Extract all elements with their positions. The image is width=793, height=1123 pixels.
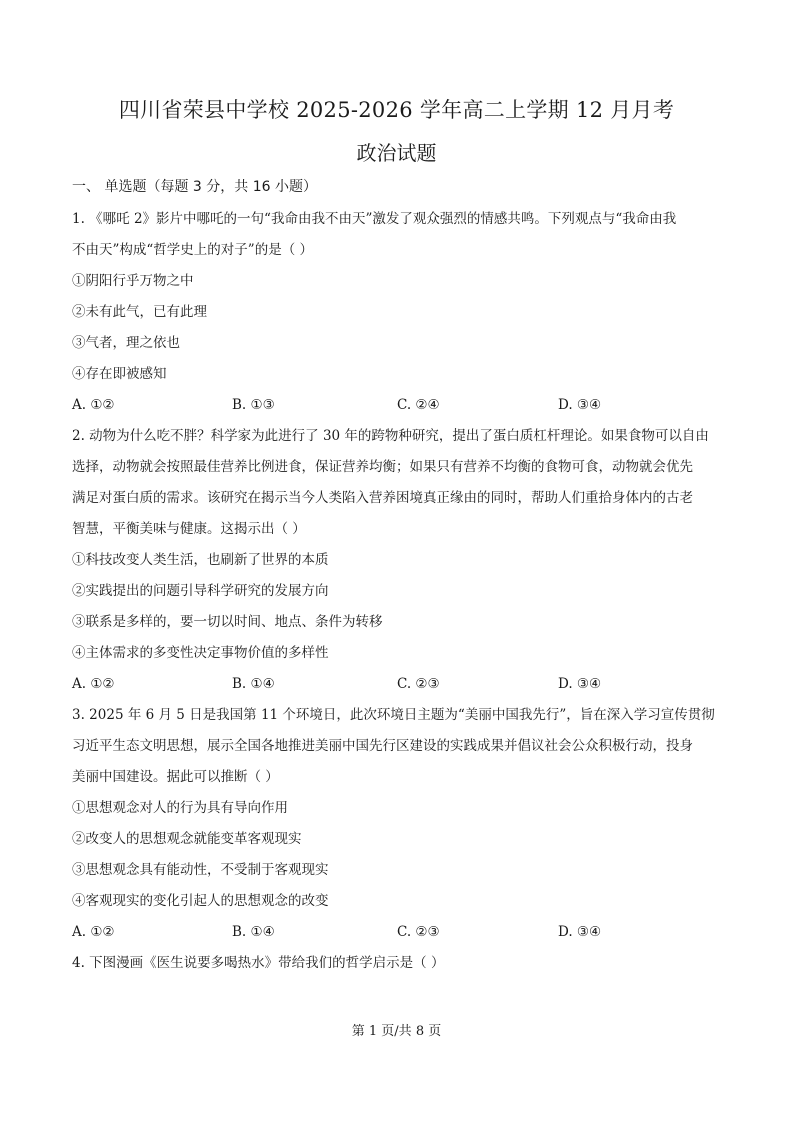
answer-options [72,917,722,948]
option-c: C. ②④ [397,397,440,413]
statement-item: ①思想观念对人的行为具有导向作用 [72,800,288,816]
option-a: A. ①② [72,397,115,413]
statement-item: ②改变人的思想观念就能变革客观现实 [72,831,302,847]
question-stem-line: 智慧，平衡美味与健康。这揭示出（ ） [72,521,306,537]
section-heading: 一、 单选题（每题 3 分，共 16 小题） [72,179,317,195]
option-a: A. ①② [72,924,115,940]
exam-title: 四川省荣县中学校 2025-2026 学年高二上学期 12 月月考 [118,98,675,122]
answer-options [72,669,722,700]
question-stem-line: 1. 《哪吒 2》影片中哪吒的一句“我命由我不由天”激发了观众强烈的情感共鸣。下列观点与“我命由我 [72,211,677,227]
question-list [72,204,722,979]
option-d: D. ③④ [558,676,602,692]
statement-item: ①科技改变人类生活，也刷新了世界的本质 [72,552,329,568]
question-stem-line: 3. 2025 年 6 月 5 日是我国第 11 个环境日，此次环境日主题为“美丽中国我先行”，旨在深入学习宣传贯彻 [72,707,715,723]
exam-subject: 政治试题 [356,141,437,165]
statement-item: ③联系是多样的，要一切以时间、地点、条件为转移 [72,614,383,630]
question-stem-line: 选择，动物就会按照最佳营养比例进食，保证营养均衡；如果只有营养不均衡的食物可食，动物就会优先 [72,459,693,475]
question-2 [72,421,722,700]
answer-options [72,390,722,421]
option-b: B. ①③ [232,397,275,413]
question-stem-line: 4. 下图漫画《医生说要多喝热水》带给我们的哲学启示是（ ） [72,955,445,971]
page-number: 第 1 页/共 8 页 [351,1024,442,1039]
question-stem-line: 美丽中国建设。据此可以推断（ ） [72,769,279,785]
option-c: C. ②③ [397,924,440,940]
option-a: A. ①② [72,676,115,692]
question-1 [72,204,722,421]
statement-item: ③气者，理之依也 [72,335,180,351]
statement-item: ②实践提出的问题引导科学研究的发展方向 [72,583,329,599]
question-stem-line: 不由天”构成“哲学史上的对子”的是（ ） [72,242,313,258]
option-c: C. ②③ [397,676,440,692]
option-d: D. ③④ [558,924,602,940]
question-stem-line: 2. 动物为什么吃不胖？科学家为此进行了 30 年的跨物种研究，提出了蛋白质杠杆理论。如果食物可以自由 [72,428,709,444]
statement-item: ④客观现实的变化引起人的思想观念的改变 [72,893,329,909]
statement-item: ③思想观念具有能动性，不受制于客观现实 [72,862,329,878]
statement-item: ④存在即被感知 [72,366,167,382]
option-d: D. ③④ [558,397,602,413]
question-stem-line: 满足对蛋白质的需求。该研究在揭示当今人类陷入营养困境真正缘由的同时，帮助人们重拾身体内的古老 [72,490,693,506]
option-b: B. ①④ [232,924,275,940]
statement-item: ②未有此气，已有此理 [72,304,207,320]
option-b: B. ①④ [232,676,275,692]
statement-item: ④主体需求的多变性决定事物价值的多样性 [72,645,329,661]
statement-item: ①阴阳行乎万物之中 [72,273,194,289]
question-4 [72,948,722,979]
question-3 [72,700,722,948]
question-stem-line: 习近平生态文明思想，展示全国各地推进美丽中国先行区建设的实践成果并倡议社会公众积极行动，投身 [72,738,693,754]
